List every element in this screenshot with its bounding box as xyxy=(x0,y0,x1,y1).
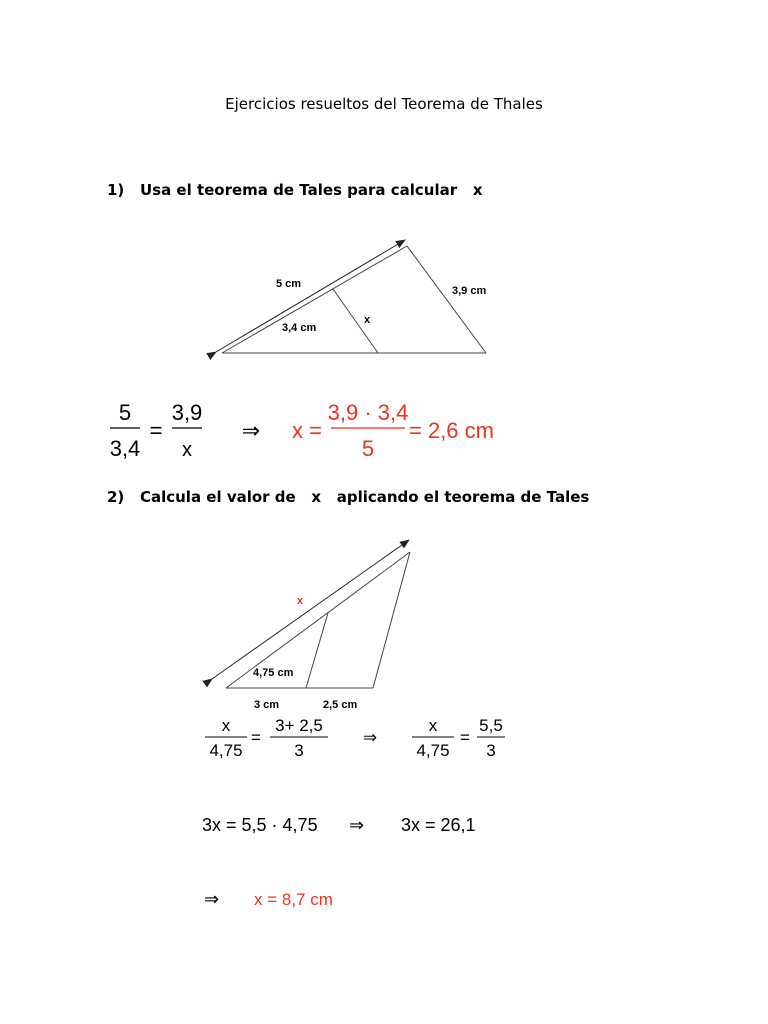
ex1-frac-left-den: 3,4 xyxy=(109,436,141,461)
exercise-1-heading: 1) Usa el teorema de Tales para calcular x xyxy=(107,181,483,199)
ex2-b-num: 3+ 2,5 xyxy=(275,716,323,735)
ex1-label-5cm: 5 cm xyxy=(276,278,302,290)
ex2-a-num: x xyxy=(221,716,231,735)
ex2-label-4-75cm: 4,75 cm xyxy=(253,667,294,679)
triangle2-dimension-arrow xyxy=(212,540,409,679)
ex1-frac-right-den: x xyxy=(182,439,192,461)
ex2-step3 xyxy=(204,889,333,909)
ex2-equals-2: = xyxy=(460,728,470,747)
ex2-b-den: 3 xyxy=(294,741,304,760)
triangle1-side-left xyxy=(222,246,407,353)
ex2-step2-rhs: 3x = 26,1 xyxy=(401,815,476,835)
ex2-label-2-5cm: 2,5 cm xyxy=(323,699,358,711)
ex1-label-3-4cm: 3,4 cm xyxy=(282,322,317,334)
ex2-c-num: x xyxy=(428,716,438,735)
ex1-solution xyxy=(110,400,494,461)
ex2-step3-implies: ⇒ xyxy=(204,889,220,909)
ex1-label-3-9cm: 3,9 cm xyxy=(452,285,487,297)
triangle1-dimension-arrow xyxy=(216,240,405,352)
ex2-label-x: x xyxy=(297,595,304,607)
exercise-2-heading: 2) Calcula el valor de x aplicando el teorema de Tales xyxy=(107,488,590,506)
ex1-result-lhs: x = xyxy=(292,418,322,443)
triangle1-side-right xyxy=(407,246,486,353)
ex2-equals-1: = xyxy=(251,728,261,747)
ex1-implies: ⇒ xyxy=(241,418,261,443)
ex1-equals: = xyxy=(149,418,163,443)
ex2-c-den: 4,75 xyxy=(416,741,450,760)
ex1-frac-right-num: 3,9 xyxy=(171,400,203,425)
ex1-result-den: 5 xyxy=(361,436,375,461)
ex2-a-den: 4,75 xyxy=(209,741,243,760)
ex2-d-num: 5,5 xyxy=(479,716,503,735)
ex1-label-x: x xyxy=(364,314,371,326)
ex1-result-num: 3,9 · 3,4 xyxy=(327,400,409,425)
ex1-frac-left-num: 5 xyxy=(118,400,132,425)
ex2-step2-implies: ⇒ xyxy=(349,815,365,835)
ex2-step1 xyxy=(205,716,505,760)
triangle2-parallel xyxy=(306,613,328,688)
ex2-label-3cm: 3 cm xyxy=(254,699,280,711)
triangle2-side-right xyxy=(373,552,410,688)
ex2-step2 xyxy=(202,815,476,835)
ex1-result-rhs: = 2,6 cm xyxy=(409,418,494,443)
ex2-d-den: 3 xyxy=(486,741,496,760)
document-title: Ejercicios resueltos del Teorema de Thales xyxy=(225,95,543,113)
ex2-step2-lhs: 3x = 5,5 · 4,75 xyxy=(202,815,318,835)
ex2-step3-result: x = 8,7 cm xyxy=(254,890,333,909)
ex2-implies-1: ⇒ xyxy=(362,728,378,747)
triangle1-parallel-x xyxy=(333,289,378,353)
